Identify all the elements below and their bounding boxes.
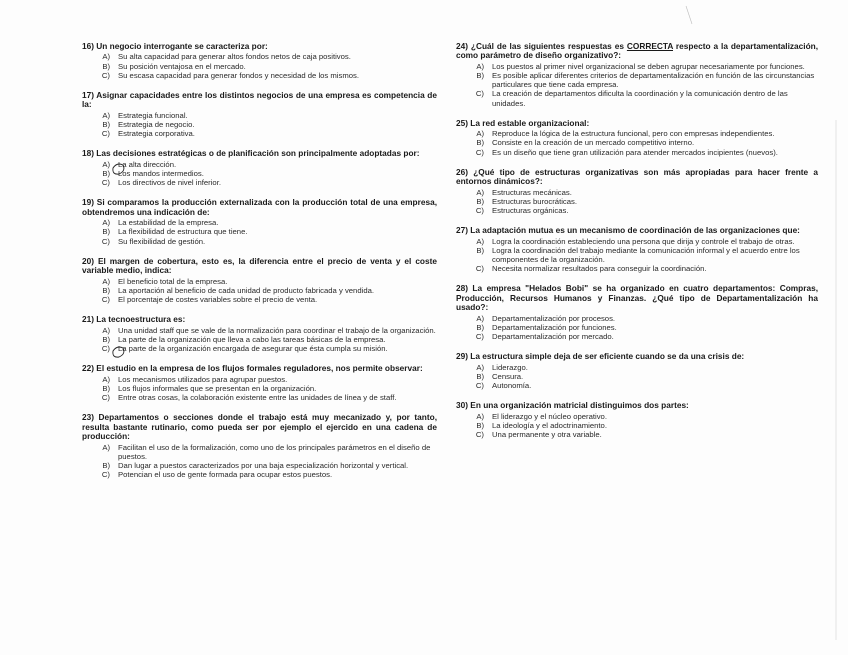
answer-option[interactable]	[456, 264, 818, 273]
option-letter: A)	[476, 362, 484, 372]
answer-option[interactable]	[456, 138, 818, 147]
option-letter: B)	[476, 71, 484, 81]
option-letter: C)	[101, 295, 110, 305]
question-text: 20) El margen de cobertura, esto es, la diferencia entre el precio de venta y el coste variable medio, indica:	[82, 255, 437, 276]
scan-artifact-line	[686, 6, 692, 24]
option-letter: C)	[475, 332, 484, 342]
option-text: Los flujos informales que se presentan en la organización.	[118, 383, 317, 393]
question-block	[82, 91, 437, 138]
question-block	[82, 315, 437, 353]
option-text: Una permanente y otra variable.	[492, 430, 602, 440]
option-letter: A)	[476, 411, 484, 421]
option-letter: C)	[475, 89, 484, 99]
option-letter: A)	[102, 52, 110, 62]
option-letter: B)	[102, 285, 110, 295]
option-letter: B)	[476, 420, 484, 430]
answer-option[interactable]	[82, 160, 437, 169]
answer-option[interactable]	[456, 62, 818, 71]
answer-option[interactable]	[82, 277, 437, 286]
option-text: La aportación al beneficio de cada unidad de producto fabricada y vendida.	[118, 285, 375, 295]
answer-option[interactable]	[82, 384, 437, 393]
answer-option[interactable]	[82, 286, 437, 295]
option-letter: A)	[102, 325, 110, 335]
answer-option[interactable]	[82, 375, 437, 384]
option-letter: B)	[476, 138, 484, 148]
question-block	[82, 149, 437, 187]
answer-option[interactable]	[82, 227, 437, 236]
answer-option[interactable]	[456, 314, 818, 323]
option-letter: C)	[101, 178, 110, 188]
option-letter: B)	[476, 371, 484, 381]
option-letter: A)	[102, 276, 110, 286]
answer-option[interactable]	[82, 178, 437, 187]
answer-option[interactable]	[82, 326, 437, 335]
question-text-emphasis: CORRECTA	[626, 41, 673, 51]
answer-option[interactable]	[456, 332, 818, 341]
option-letter: A)	[102, 218, 110, 228]
question-block	[456, 401, 818, 439]
option-text: Departamentalización por funciones.	[492, 322, 617, 332]
option-text: Logra la coordinación del trabajo mediante la comunicación informal y el acuerdo entre los componentes de la organización.	[492, 245, 800, 265]
option-text: Estrategia funcional.	[118, 110, 188, 120]
answer-option[interactable]	[82, 52, 437, 61]
option-text: La creación de departamentos dificulta la coordinación y la comunicación dentro de las unidades.	[492, 89, 788, 108]
answer-option[interactable]	[82, 393, 437, 402]
answer-option[interactable]	[82, 129, 437, 138]
answer-option[interactable]	[456, 197, 818, 206]
option-text: Consiste en la creación de un mercado competitivo interno.	[492, 138, 695, 148]
option-text: Facilitan el uso de la formalización, como uno de los principales parámetros en el diseño de puestos.	[118, 442, 431, 461]
question-text: 17) Asignar capacidades entre los distintos negocios de una empresa es competencia de la:	[82, 90, 437, 110]
option-letter: A)	[476, 236, 484, 246]
option-text: Reproduce la lógica de la estructura funcional, pero con empresas independientes.	[492, 129, 775, 139]
option-text: La parte de la organización encargada de asegurar que ésta cumpla su misión.	[118, 344, 388, 354]
answer-option[interactable]	[456, 188, 818, 197]
option-letter: A)	[476, 129, 484, 139]
option-letter: A)	[102, 159, 110, 169]
answer-option[interactable]	[82, 111, 437, 120]
answer-option[interactable]	[456, 246, 818, 264]
question-text: 25) La red estable organizacional:	[456, 117, 590, 128]
question-text: 28) La empresa "Helados Bobi" se ha organizado en cuatro departamentos: Compras, Producción, Recursos Humanos y Finanzas. ¿Qué tipo de Departamentalización ha usado?:	[456, 283, 818, 313]
answer-option[interactable]	[456, 323, 818, 332]
option-text: La ideología y el adoctrinamiento.	[492, 420, 607, 430]
answer-option[interactable]	[82, 237, 437, 246]
question-text: 26) ¿Qué tipo de estructuras organizativas son más apropiadas para hacer frente a entornos dinámicos?:	[456, 166, 818, 187]
right-column	[456, 42, 818, 450]
answer-option[interactable]	[82, 218, 437, 227]
option-letter: C)	[475, 264, 484, 274]
option-text: Necesita normalizar resultados para conseguir la coordinación.	[492, 264, 707, 274]
option-text: Es un diseño que tiene gran utilización para atender mercados incipientes (nuevos).	[492, 147, 778, 157]
option-text: Estrategia de negocio.	[118, 120, 195, 130]
question-block	[456, 119, 818, 157]
option-letter: C)	[475, 381, 484, 391]
option-letter: B)	[102, 460, 110, 470]
option-text: Autonomía.	[492, 381, 532, 391]
option-letter: A)	[102, 442, 110, 452]
question-block	[82, 198, 437, 245]
option-text: Liderazgo.	[492, 362, 528, 372]
option-text: El beneficio total de la empresa.	[118, 276, 228, 286]
question-block	[82, 413, 437, 479]
option-text: Departamentalización por procesos.	[492, 313, 616, 323]
option-text: La flexibilidad de estructura que tiene.	[118, 227, 248, 237]
answer-option[interactable]	[82, 470, 437, 479]
question-block	[456, 284, 818, 341]
question-text: 19) Si comparamos la producción externalizada con la producción total de una empresa, obtendremos una indicación de:	[82, 197, 437, 217]
answer-option[interactable]	[456, 237, 818, 246]
option-letter: C)	[101, 344, 110, 354]
option-text: Estructuras orgánicas.	[492, 206, 569, 216]
answer-option[interactable]	[82, 335, 437, 344]
question-text	[456, 42, 818, 61]
option-letter: C)	[475, 147, 484, 157]
question-text: 18) Las decisiones estratégicas o de planificación son principalmente adoptadas por:	[82, 148, 420, 159]
question-text: 16) Un negocio interrogante se caracteriza por:	[82, 41, 268, 51]
option-text: Estrategia corporativa.	[118, 129, 195, 139]
option-letter: B)	[476, 322, 484, 332]
question-block	[456, 352, 818, 390]
question-block	[82, 364, 437, 402]
answer-option[interactable]	[456, 89, 818, 107]
option-letter: B)	[102, 120, 110, 130]
option-text: La estabilidad de la empresa.	[118, 218, 219, 228]
answer-option[interactable]	[82, 71, 437, 80]
option-text: Los mecanismos utilizados para agrupar puestos.	[118, 374, 288, 384]
answer-option[interactable]	[456, 206, 818, 215]
option-letter: B)	[102, 61, 110, 71]
option-letter: C)	[475, 206, 484, 216]
option-text: Censura.	[492, 371, 524, 381]
option-text: Su posición ventajosa en el mercado.	[118, 61, 246, 71]
option-text: Su escasa capacidad para generar fondos y necesidad de los mismos.	[118, 70, 360, 80]
option-text: Su alta capacidad para generar altos fondos netos de caja positivos.	[118, 52, 351, 62]
option-letter: B)	[102, 227, 110, 237]
question-text: 27) La adaptación mutua es un mecanismo de coordinación de las organizaciones que:	[456, 225, 800, 236]
option-text: Logra la coordinación estableciendo una persona que dirija y controle el trabajo de otras.	[492, 236, 795, 246]
option-text: Potencian el uso de gente formada para ocupar estos puestos.	[118, 470, 333, 480]
answer-option[interactable]	[456, 421, 818, 430]
option-letter: B)	[476, 245, 484, 255]
question-block	[456, 168, 818, 215]
option-letter: B)	[102, 169, 110, 179]
question-block	[456, 42, 818, 108]
answer-option[interactable]	[82, 120, 437, 129]
option-letter: A)	[102, 374, 110, 384]
option-text: Su flexibilidad de gestión.	[118, 236, 206, 246]
left-column	[82, 42, 437, 490]
answer-option[interactable]	[456, 148, 818, 157]
question-block	[82, 42, 437, 80]
option-letter: B)	[476, 196, 484, 206]
option-letter: A)	[476, 187, 484, 197]
option-text: Departamentalización por mercado.	[492, 332, 614, 342]
question-block	[456, 226, 818, 273]
question-text-end: respecto a la departamentalización, como parámetro de diseño organizativo?:	[456, 41, 819, 61]
answer-option[interactable]	[456, 363, 818, 372]
option-letter: C)	[101, 470, 110, 480]
question-text: 21) La tecnoestructura es:	[82, 314, 186, 325]
answer-option[interactable]	[82, 443, 437, 461]
answer-option[interactable]	[456, 372, 818, 381]
option-letter: A)	[476, 313, 484, 323]
option-letter: A)	[102, 110, 110, 120]
option-text: Los directivos de nivel inferior.	[118, 178, 221, 188]
option-letter: C)	[101, 393, 110, 403]
option-letter: C)	[101, 70, 110, 80]
question-text: 23) Departamentos o secciones donde el trabajo está muy mecanizado y, por tanto, resulta bastante rutinario, como pueda ser por ejemplo el ejercido en una cadena de producción:	[82, 412, 437, 442]
question-text: 22) El estudio en la empresa de los flujos formales reguladores, nos permite observar:	[82, 363, 423, 374]
answer-option[interactable]	[82, 344, 437, 353]
option-text: Los mandos intermedios.	[118, 169, 204, 179]
question-text-start: 24) ¿Cuál de las siguientes respuestas es	[456, 41, 627, 51]
answer-option[interactable]	[456, 412, 818, 421]
answer-option[interactable]	[456, 129, 818, 138]
option-text: Una unidad staff que se vale de la normalización para coordinar el trabajo de la organización.	[118, 325, 436, 335]
option-letter: C)	[101, 236, 110, 246]
answer-option[interactable]	[456, 430, 818, 439]
option-letter: B)	[102, 334, 110, 344]
option-letter: C)	[475, 430, 484, 440]
option-text: Dan lugar a puestos caracterizados por una baja especialización horizontal y vertical.	[118, 460, 409, 470]
option-text: Los puestos al primer nivel organizacional se deben agrupar necesariamente por funciones.	[492, 61, 805, 71]
option-text: El liderazgo y el núcleo operativo.	[492, 411, 607, 421]
question-text: 30) En una organización matricial distinguimos dos partes:	[456, 400, 689, 411]
option-text: El porcentaje de costes variables sobre el precio de venta.	[118, 295, 318, 305]
option-text: La alta dirección.	[118, 159, 177, 169]
answer-option[interactable]	[456, 71, 818, 89]
option-text: La parte de la organización que lleva a cabo las tareas básicas de la empresa.	[118, 334, 386, 344]
option-letter: C)	[101, 129, 110, 139]
answer-option[interactable]	[82, 295, 437, 304]
question-block	[82, 257, 437, 304]
option-letter: B)	[102, 383, 110, 393]
option-text: Entre otras cosas, la colaboración existente entre las unidades de línea y de staff.	[118, 393, 397, 403]
answer-option[interactable]	[82, 169, 437, 178]
answer-option[interactable]	[456, 381, 818, 390]
option-text: Estructuras burocráticas.	[492, 196, 578, 206]
option-letter: A)	[476, 61, 484, 71]
option-text: Es posible aplicar diferentes criterios de departamentalización en función de las circunstancias particulares que tiene cada empresa.	[492, 71, 815, 90]
question-text: 29) La estructura simple deja de ser eficiente cuando se da una crisis de:	[456, 351, 745, 362]
answer-option[interactable]	[82, 62, 437, 71]
answer-option[interactable]	[82, 461, 437, 470]
option-text: Estructuras mecánicas.	[492, 187, 572, 197]
